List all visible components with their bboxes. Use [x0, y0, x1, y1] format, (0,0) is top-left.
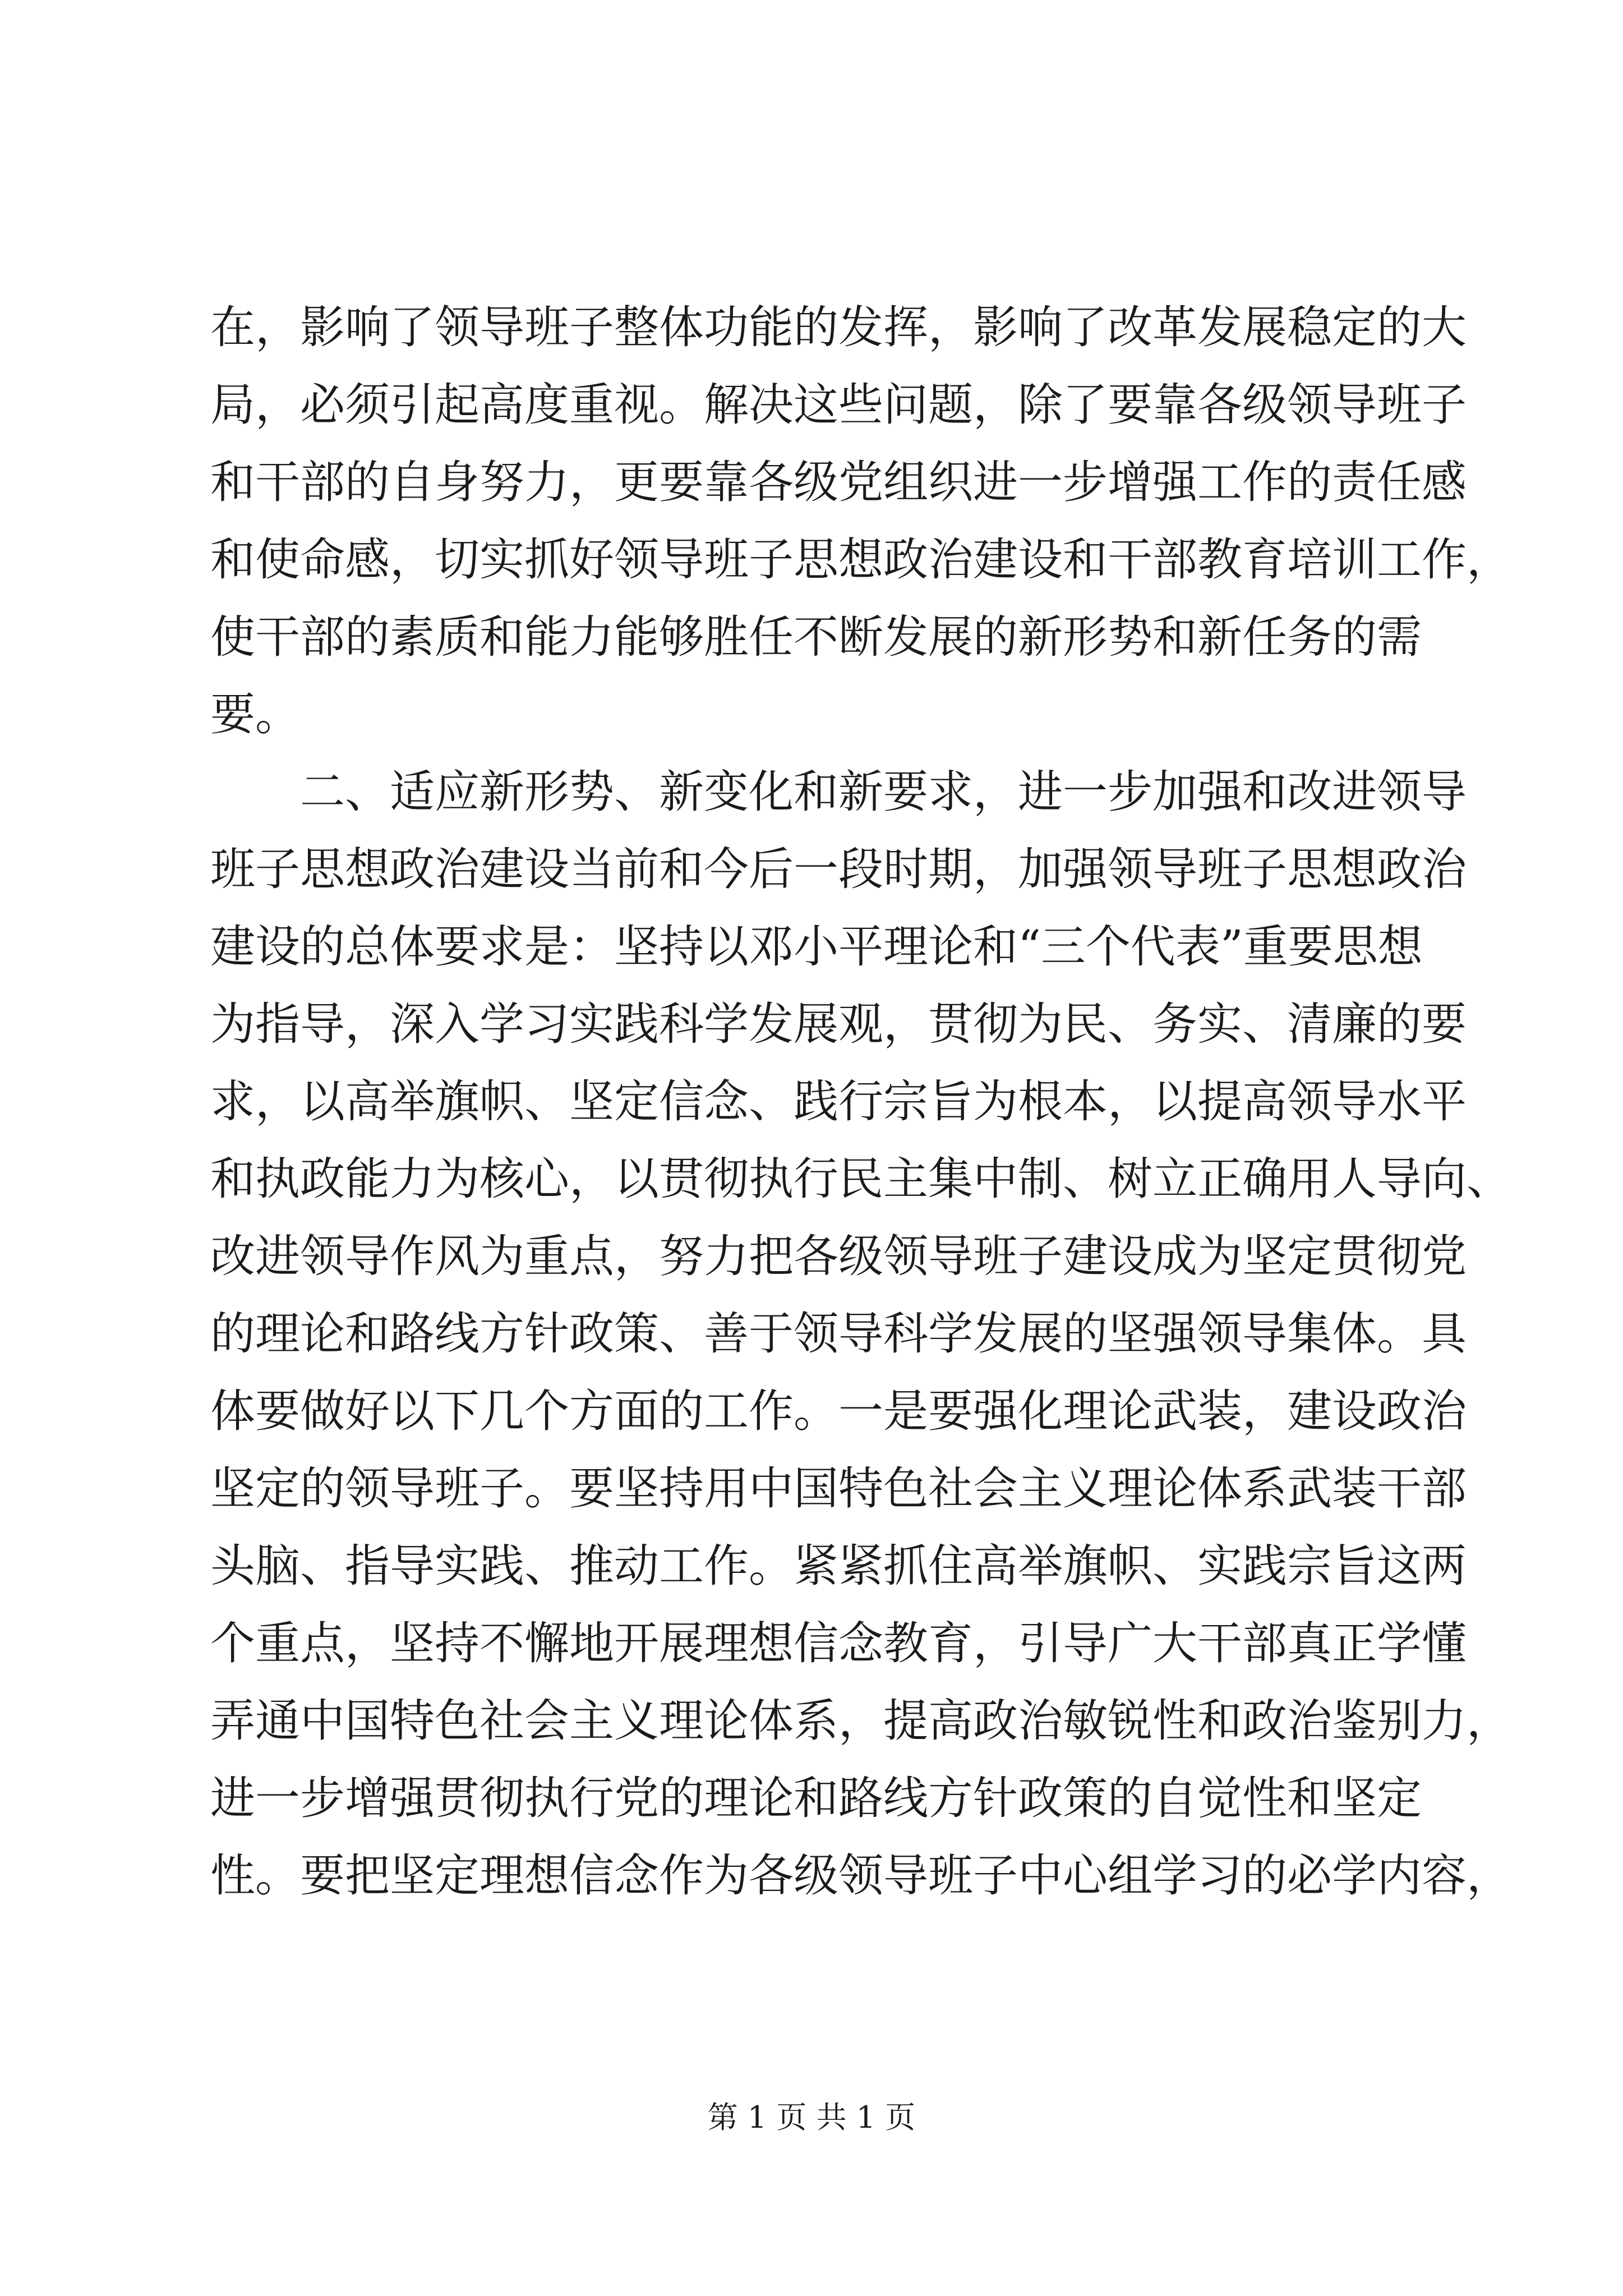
text-line: 二、适应新形势、新变化和新要求，进一步加强和改进领导 — [300, 766, 1467, 818]
text-line: 班子思想政治建设当前和今后一段时期，加强领导班子思想政治 — [210, 843, 1467, 895]
text-line: 的理论和路线方针政策、善于领导科学发展的坚强领导集体。具 — [210, 1308, 1467, 1360]
paragraph-2 — [210, 753, 1511, 1915]
text-line: 和干部的自身努力，更要靠各级党组织进一步增强工作的责任感 — [210, 456, 1467, 508]
text-line: 求，以高举旗帜、坚定信念、践行宗旨为根本，以提高领导水平 — [210, 1075, 1467, 1128]
body-text — [210, 289, 1511, 1915]
page-number-label: 第 1 页 共 1 页 — [707, 2100, 916, 2135]
text-line: 使干部的素质和能力能够胜任不断发展的新形势和新任务的需 — [210, 611, 1422, 663]
text-line: 头脑、指导实践、推动工作。紧紧抓住高举旗帜、实践宗旨这两 — [210, 1540, 1467, 1592]
text-line: 在，影响了领导班子整体功能的发挥，影响了改革发展稳定的大 — [210, 301, 1467, 353]
page-footer — [0, 2098, 1623, 2137]
text-line: 建设的总体要求是：坚持以邓小平理论和“三个代表”重要思想 — [210, 921, 1423, 973]
paragraph-1 — [210, 289, 1511, 753]
text-line: 进一步增强贯彻执行党的理论和路线方针政策的自觉性和坚定 — [210, 1772, 1422, 1824]
text-line: 局，必须引起高度重视。解决这些问题，除了要靠各级领导班子 — [210, 379, 1467, 431]
text-line: 要。 — [210, 688, 300, 740]
text-line: 性。要把坚定理想信念作为各级领导班子中心组学习的必学内容， — [210, 1849, 1511, 1902]
text-line: 和使命感，切实抓好领导班子思想政治建设和干部教育培训工作， — [210, 533, 1511, 586]
text-line: 为指导，深入学习实践科学发展观，贯彻为民、务实、清廉的要 — [210, 998, 1467, 1050]
text-line: 弄通中国特色社会主义理论体系，提高政治敏锐性和政治鉴别力， — [210, 1695, 1511, 1747]
text-line: 体要做好以下几个方面的工作。一是要强化理论武装，建设政治 — [210, 1385, 1467, 1437]
text-line: 改进领导作风为重点，努力把各级领导班子建设成为坚定贯彻党 — [210, 1230, 1467, 1282]
text-line: 个重点，坚持不懈地开展理想信念教育，引导广大干部真正学懂 — [210, 1617, 1467, 1669]
text-line: 和执政能力为核心，以贯彻执行民主集中制、树立正确用人导向、 — [210, 1153, 1511, 1205]
text-line: 坚定的领导班子。要坚持用中国特色社会主义理论体系武装干部 — [210, 1462, 1467, 1515]
